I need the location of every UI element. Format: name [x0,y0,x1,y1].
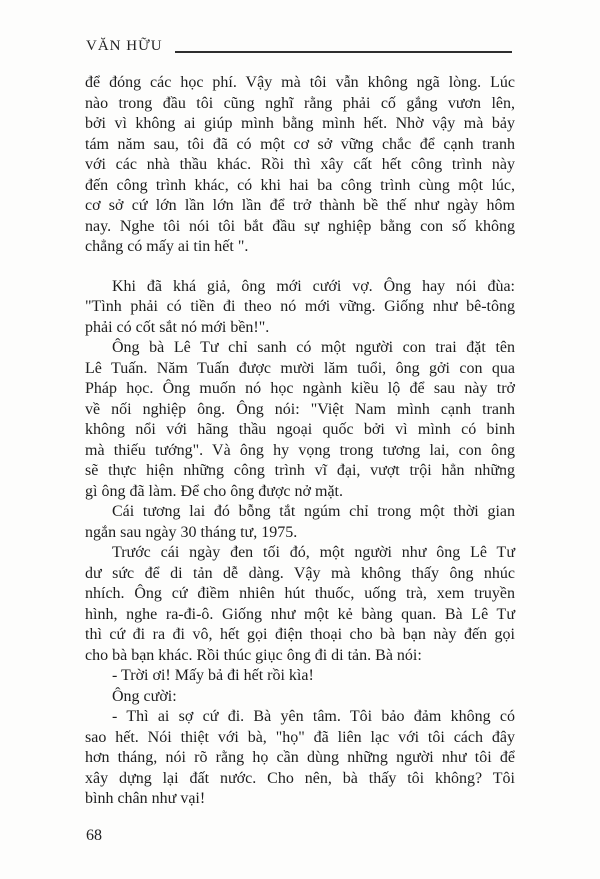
paragraph [85,707,515,810]
text-line: mà thiếu tướng". Và ông hy vọng trong tương lai, con ông [85,441,515,459]
page-number: 68 [86,827,102,844]
text-line: cơ sở cứ lớn lần lớn lần để trở thành bề thế như ngày hôm [85,197,515,214]
page-footer [86,827,102,845]
text-line: Lê Tuấn. Năm Tuấn được mười lăm tuổi, ông gởi con qua [85,359,515,377]
text-line: đến công trình khác, có khi hai ba công trình cùng một lúc, [85,176,515,194]
text-line: Cái tương lai đó bỗng tắt ngúm chỉ trong một thời gian [112,503,515,520]
text-line: Ông bà Lê Tư chỉ sanh có một người con trai đặt tên [112,339,515,356]
text-line: - Thì ai sợ cứ đi. Bà yên tâm. Tôi bảo đảm không có [112,708,515,725]
text-line: xây dựng lại đất nước. Cho nên, bà thấy tôi không? Tôi [85,769,515,787]
text-line: với các nhà thầu khác. Rồi thì xây cất hết công trình này [85,156,515,173]
text-line: để đóng các học phí. Vậy mà tôi vẫn không ngã lòng. Lúc [85,74,515,91]
text-line: về nối nghiệp ông. Ông nói: "Việt Nam mình cạnh tranh [85,400,515,418]
running-head-title: VĂN HỮU [86,38,163,54]
paragraph [85,277,515,339]
paragraph [85,73,515,258]
paragraph [85,502,515,543]
text-line: thì cứ đi ra đi vô, hết gọi điện thoại cho bà bạn này đến gọi [85,626,515,643]
header-rule [175,51,512,53]
text-line: không nổi với hãng thầu ngoại quốc bởi vì mình có binh [85,421,515,438]
text-line: bởi vì không ai giúp mình bằng mình hết. Nhờ vậy mà bảy [85,115,515,132]
body-text [85,73,515,810]
text-line: nào trong đầu tôi cũng nghĩ rằng phải cố gắng vươn lên, [85,94,515,112]
text-line: "Tình phải có tiền đi theo nó mới vững. Giống như bê-tông [85,298,515,315]
text-line: dư sức để di tản dễ dàng. Vậy mà không thấy ông nhúc [85,564,515,582]
text-line: bình chân như vại! [85,790,206,807]
paragraph [85,338,515,502]
text-line: hơn tháng, nói rõ rằng họ cần dùng những người như tôi để [85,749,515,766]
text-line: hình, nghe ra-đi-ô. Giống như một kẻ bàng quan. Bà Lê Tư [85,605,515,623]
text-line: nay. Nghe tôi nói tôi bắt đầu sự nghiệp bằng con số không [85,217,515,235]
text-line: chẳng có mấy ai tin hết ". [85,238,249,255]
text-line: Trước cái ngày đen tối đó, một người như ông Lê Tư [112,544,515,561]
text-line: Khi đã khá giả, ông mới cưới vợ. Ông hay nói đùa: [112,277,515,295]
text-line: - Trời ơi! Mấy bả đi hết rồi kìa! [112,667,314,684]
text-line: nhích. Ông cứ điềm nhiên hút thuốc, uống trà, xem truyền [85,585,515,602]
text-line: gì ông đã làm. Để cho ông được nở mặt. [85,482,343,500]
text-line: cho bà bạn khác. Rồi thúc giục ông đi di tản. Bà nói: [85,646,422,664]
text-line: sẽ thực hiện những công trình vĩ đại, vượt trội hẳn những [85,462,515,479]
text-line: sao hết. Nói thiệt với bà, "họ" đã liên lạc với tôi cách đây [85,728,515,746]
text-line: Pháp học. Ông muốn nó học ngành kiều lộ để sau này trở [85,380,515,397]
text-line: tám năm sau, tôi đã có một cơ sở vững chắc để cạnh tranh [85,135,515,153]
paragraph [85,687,515,708]
paragraph [85,543,515,666]
paragraph [85,666,515,687]
text-line: Ông cười: [112,687,177,705]
text-line: phải có cốt sắt nó mới bền!". [85,318,270,336]
text-line: ngắn sau ngày 30 tháng tư, 1975. [85,523,298,541]
page-header [86,38,512,55]
